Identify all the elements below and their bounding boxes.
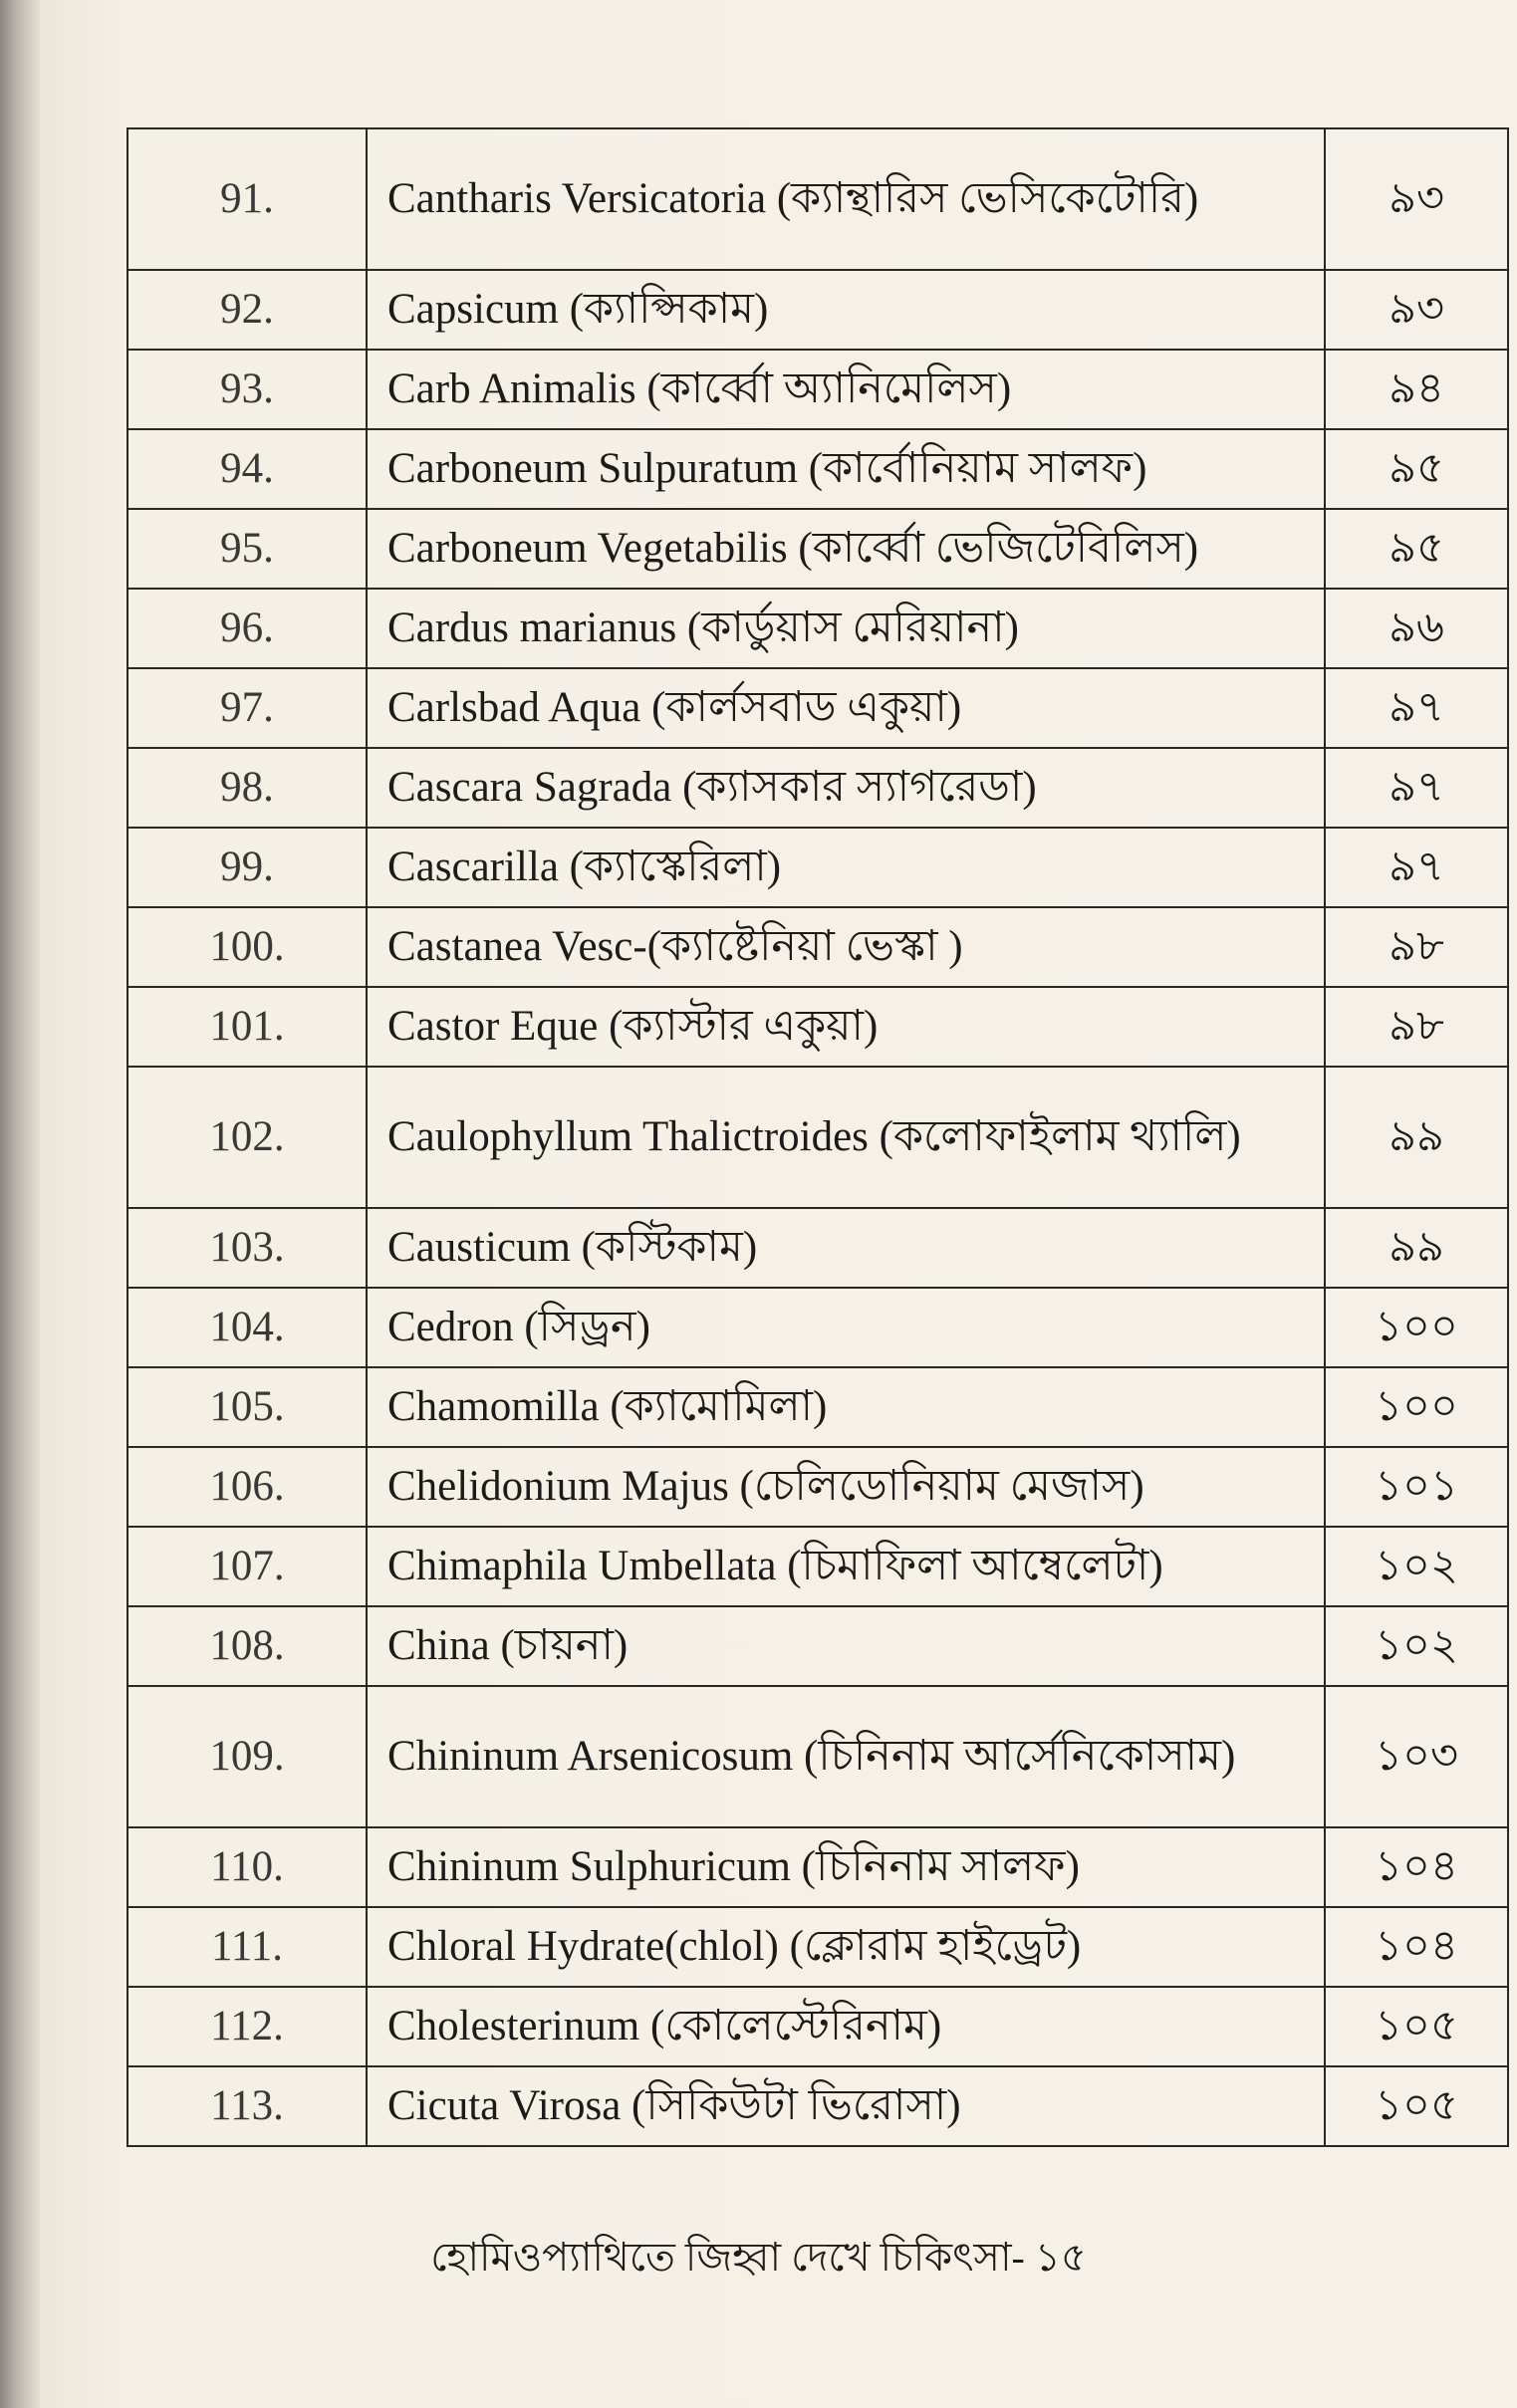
remedy-name: Chimaphila Umbellata (চিমাফিলা আম্বেলেটা) bbox=[367, 1527, 1325, 1606]
page-number: ৯৬ bbox=[1325, 589, 1508, 668]
row-number: 91. bbox=[127, 128, 367, 270]
table-row bbox=[127, 1447, 1508, 1527]
remedy-name: Cascarilla (ক্যাস্কেরিলা) bbox=[367, 828, 1325, 907]
page-number: ১০৫ bbox=[1325, 2066, 1508, 2146]
table-row bbox=[127, 509, 1508, 589]
remedy-name: Carlsbad Aqua (কার্লসবাড একুয়া) bbox=[367, 668, 1325, 748]
row-number: 110. bbox=[127, 1827, 367, 1907]
table-row bbox=[127, 1527, 1508, 1606]
table-row bbox=[127, 1606, 1508, 1686]
page-number: ১০২ bbox=[1325, 1527, 1508, 1606]
remedy-name: Castanea Vesc-(ক্যাষ্টেনিয়া ভেস্কা ) bbox=[367, 907, 1325, 987]
row-number: 106. bbox=[127, 1447, 367, 1527]
row-number: 100. bbox=[127, 907, 367, 987]
row-number: 103. bbox=[127, 1208, 367, 1288]
row-number: 92. bbox=[127, 270, 367, 350]
table-row bbox=[127, 429, 1508, 509]
remedy-name: Carboneum Sulpuratum (কার্বোনিয়াম সালফ) bbox=[367, 429, 1325, 509]
table-row bbox=[127, 128, 1508, 270]
table-row bbox=[127, 1067, 1508, 1208]
page-number: ৯৫ bbox=[1325, 429, 1508, 509]
page-number: ৯৯ bbox=[1325, 1208, 1508, 1288]
row-number: 99. bbox=[127, 828, 367, 907]
page-number: ৯৩ bbox=[1325, 128, 1508, 270]
row-number: 111. bbox=[127, 1907, 367, 1987]
page-number: ৯৯ bbox=[1325, 1067, 1508, 1208]
page-number: ১০০ bbox=[1325, 1367, 1508, 1447]
page-number: ৯৫ bbox=[1325, 509, 1508, 589]
remedy-name: Cardus marianus (কার্ডুয়াস মেরিয়ানা) bbox=[367, 589, 1325, 668]
page-number: ৯৮ bbox=[1325, 907, 1508, 987]
page-number: ১০৩ bbox=[1325, 1686, 1508, 1827]
table-row bbox=[127, 1686, 1508, 1827]
remedy-name: Caulophyllum Thalictroides (কলোফাইলাম থ্যালি) bbox=[367, 1067, 1325, 1208]
remedy-name: Chamomilla (ক্যামোমিলা) bbox=[367, 1367, 1325, 1447]
book-spine-shadow bbox=[0, 0, 40, 2408]
remedy-name: Chininum Arsenicosum (চিনিনাম আর্সেনিকোসাম) bbox=[367, 1686, 1325, 1827]
table-row bbox=[127, 748, 1508, 828]
row-number: 104. bbox=[127, 1288, 367, 1367]
table-row bbox=[127, 589, 1508, 668]
row-number: 109. bbox=[127, 1686, 367, 1827]
table-row bbox=[127, 1208, 1508, 1288]
row-number: 108. bbox=[127, 1606, 367, 1686]
page-footer: হোমিওপ্যাথিতে জিহ্বা দেখে চিকিৎসা- ১৫ bbox=[430, 2235, 1087, 2280]
page-number: ৯৭ bbox=[1325, 748, 1508, 828]
remedy-name: Cantharis Versicatoria (ক্যান্থারিস ভেসিকেটোরি) bbox=[367, 128, 1325, 270]
page-number: ১০৫ bbox=[1325, 1987, 1508, 2066]
table-row bbox=[127, 987, 1508, 1067]
row-number: 95. bbox=[127, 509, 367, 589]
row-number: 107. bbox=[127, 1527, 367, 1606]
row-number: 96. bbox=[127, 589, 367, 668]
row-number: 94. bbox=[127, 429, 367, 509]
table-row bbox=[127, 350, 1508, 429]
page-number: ১০১ bbox=[1325, 1447, 1508, 1527]
row-number: 101. bbox=[127, 987, 367, 1067]
page-number: ৯৭ bbox=[1325, 668, 1508, 748]
table-row bbox=[127, 828, 1508, 907]
row-number: 97. bbox=[127, 668, 367, 748]
table-row bbox=[127, 1827, 1508, 1907]
remedy-name: Cedron (সিড্রন) bbox=[367, 1288, 1325, 1367]
row-number: 102. bbox=[127, 1067, 367, 1208]
table-row bbox=[127, 1288, 1508, 1367]
table-row bbox=[127, 668, 1508, 748]
remedy-name: Causticum (কস্টিকাম) bbox=[367, 1208, 1325, 1288]
table-row bbox=[127, 907, 1508, 987]
remedy-name: Chelidonium Majus (চেলিডোনিয়াম মেজাস) bbox=[367, 1447, 1325, 1527]
row-number: 112. bbox=[127, 1987, 367, 2066]
row-number: 113. bbox=[127, 2066, 367, 2146]
remedy-name: China (চায়না) bbox=[367, 1606, 1325, 1686]
page-number: ৯৩ bbox=[1325, 270, 1508, 350]
remedy-name: Chloral Hydrate(chlol) (ক্লোরাম হাইড্রেট) bbox=[367, 1907, 1325, 1987]
table-row bbox=[127, 1907, 1508, 1987]
remedy-name: Carb Animalis (কার্ব্বো অ্যানিমেলিস) bbox=[367, 350, 1325, 429]
page-number: ৯৪ bbox=[1325, 350, 1508, 429]
remedy-name: Castor Eque (ক্যাস্টার একুয়া) bbox=[367, 987, 1325, 1067]
remedy-index-table bbox=[126, 127, 1509, 2147]
remedy-name: Cholesterinum (কোলেস্টেরিনাম) bbox=[367, 1987, 1325, 2066]
table-row bbox=[127, 1367, 1508, 1447]
page-number: ১০২ bbox=[1325, 1606, 1508, 1686]
page-number: ৯৭ bbox=[1325, 828, 1508, 907]
table-row bbox=[127, 2066, 1508, 2146]
remedy-name: Cascara Sagrada (ক্যাসকার স্যাগরেডা) bbox=[367, 748, 1325, 828]
page-number: ১০৪ bbox=[1325, 1907, 1508, 1987]
row-number: 93. bbox=[127, 350, 367, 429]
remedy-name: Cicuta Virosa (সিকিউটা ভিরোসা) bbox=[367, 2066, 1325, 2146]
page-number: ৯৮ bbox=[1325, 987, 1508, 1067]
row-number: 105. bbox=[127, 1367, 367, 1447]
page-number: ১০০ bbox=[1325, 1288, 1508, 1367]
remedy-name: Chininum Sulphuricum (চিনিনাম সালফ) bbox=[367, 1827, 1325, 1907]
table-row bbox=[127, 270, 1508, 350]
row-number: 98. bbox=[127, 748, 367, 828]
remedy-name: Carboneum Vegetabilis (কার্ব্বো ভেজিটেবিলিস) bbox=[367, 509, 1325, 589]
page-number: ১০৪ bbox=[1325, 1827, 1508, 1907]
table-row bbox=[127, 1987, 1508, 2066]
remedy-name: Capsicum (ক্যাপ্সিকাম) bbox=[367, 270, 1325, 350]
